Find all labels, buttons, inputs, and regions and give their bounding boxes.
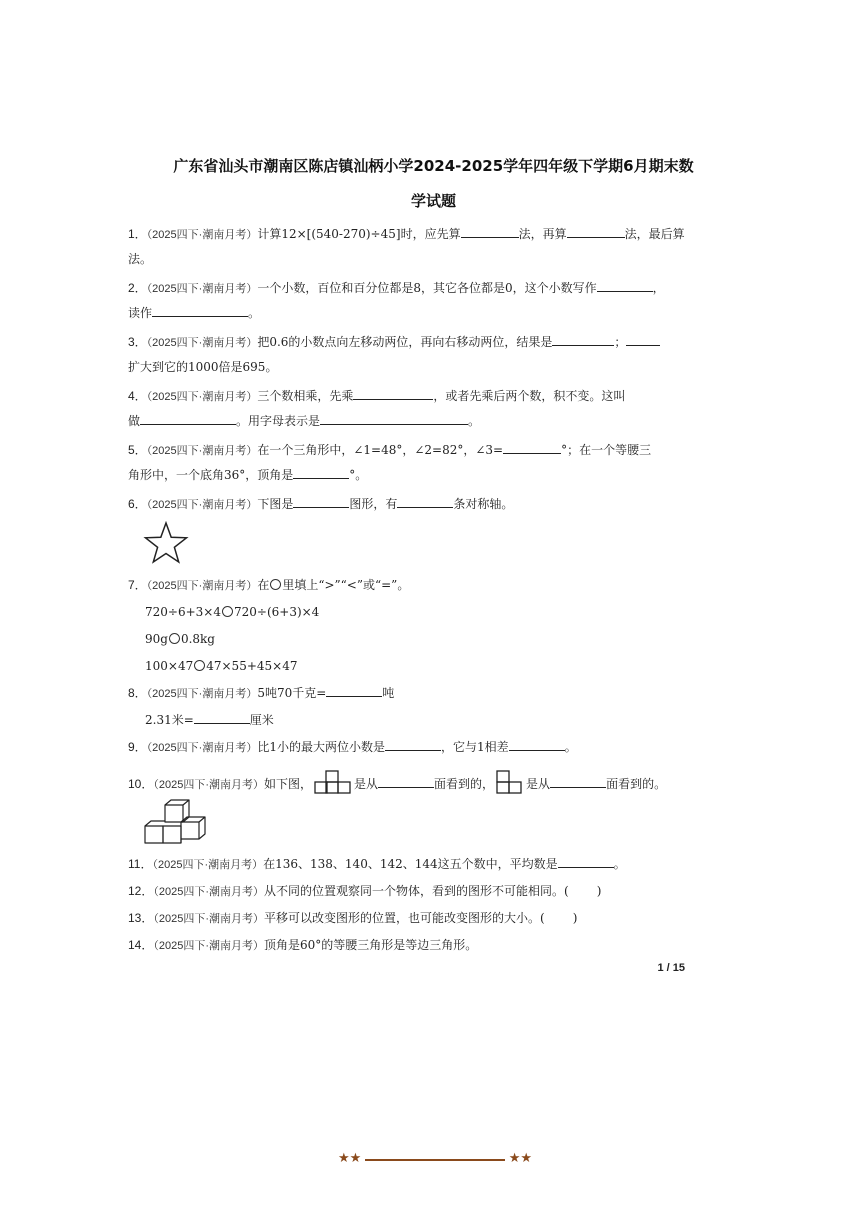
cube-stack-figure	[143, 799, 207, 845]
question-text: 。	[613, 857, 626, 871]
question-text: 在	[257, 578, 270, 592]
star-icon: ★★	[338, 1151, 362, 1166]
question-text: 计算12×[(540-270)÷45]时，应先算	[257, 227, 461, 241]
answer-blank[interactable]	[194, 712, 250, 724]
page-title-line1: 广东省汕头市潮南区陈店镇汕柄小学2024-2025学年四年级下学期6月期末数	[173, 157, 694, 175]
answer-blank[interactable]	[552, 334, 614, 346]
question-text: ；	[614, 335, 627, 349]
star-shape-figure	[143, 521, 189, 565]
question-10	[128, 770, 666, 794]
answer-blank[interactable]	[293, 496, 349, 508]
expression-right: 47×55+45×47	[206, 659, 298, 673]
question-text: °；在一个等腰三	[561, 443, 652, 457]
source-tag: （2025四下·潮南月考）	[152, 859, 264, 871]
question-6	[128, 496, 513, 513]
question-2	[128, 280, 665, 297]
footer-decoration	[338, 1151, 532, 1169]
question-text: 做	[128, 414, 141, 428]
answer-blank[interactable]	[567, 226, 625, 238]
source-tag: （2025四下·潮南月考）	[146, 688, 258, 700]
question-text: 读作	[128, 306, 153, 320]
question-number: 7．	[128, 578, 147, 592]
compare-row-3	[145, 658, 297, 674]
answer-blank[interactable]	[385, 739, 441, 751]
page-number: 1 / 15	[657, 962, 685, 974]
question-text: 。用字母表示是	[236, 414, 321, 428]
question-5	[128, 442, 651, 459]
answer-blank[interactable]	[597, 280, 653, 292]
question-4-cont	[128, 413, 480, 429]
question-13	[128, 910, 577, 927]
question-text: 。	[248, 306, 261, 320]
source-tag: （2025四下·潮南月考）	[153, 779, 264, 791]
compare-row-1	[145, 604, 319, 620]
question-text: 。	[468, 414, 481, 428]
question-5-cont	[128, 467, 367, 483]
question-1	[128, 226, 685, 243]
compare-circle[interactable]	[169, 633, 180, 644]
question-number: 14．	[128, 938, 154, 952]
question-9	[128, 739, 577, 756]
question-text: ，	[652, 281, 665, 295]
question-text: 在一个三角形中，∠1=48°，∠2=82°，∠3=	[257, 443, 504, 457]
view-shape-b-icon	[496, 770, 524, 794]
question-3	[128, 334, 660, 351]
question-text: 三个数相乘，先乘	[257, 389, 354, 403]
question-4	[128, 388, 625, 405]
question-text: 法。	[128, 252, 153, 266]
question-11	[128, 856, 626, 873]
answer-blank[interactable]	[397, 496, 453, 508]
question-1-cont	[128, 251, 152, 267]
question-8	[128, 685, 394, 702]
question-text: 顶角是60°的等腰三角形是等边三角形。	[264, 938, 478, 952]
question-number: 10．	[128, 777, 154, 791]
question-text: 是从	[354, 777, 379, 791]
compare-circle[interactable]	[222, 606, 233, 617]
answer-blank[interactable]	[320, 413, 468, 425]
question-text: 吨	[382, 686, 395, 700]
compare-circle[interactable]	[194, 660, 205, 671]
question-text: 在136、138、140、142、144这五个数中，平均数是	[263, 857, 558, 871]
question-text: 角形中，一个底角36°，顶角是	[128, 468, 294, 482]
question-text: °。	[349, 468, 368, 482]
star-icon: ★★	[508, 1151, 532, 1166]
source-tag: （2025四下·潮南月考）	[146, 337, 258, 349]
answer-blank[interactable]	[326, 685, 382, 697]
answer-blank[interactable]	[626, 334, 660, 346]
expression-right: 0.8kg	[180, 632, 215, 646]
question-number: 8．	[128, 686, 147, 700]
answer-blank[interactable]	[461, 226, 519, 238]
expression-left: 100×47	[145, 659, 194, 673]
question-text: 法，最后算	[624, 227, 685, 241]
question-text: 图形，有	[349, 497, 398, 511]
question-text: 把0.6的小数点向左移动两位，再向右移动两位，结果是	[257, 335, 553, 349]
question-number: 6．	[128, 497, 147, 511]
question-number: 5．	[128, 443, 147, 457]
source-tag: （2025四下·潮南月考）	[146, 580, 258, 592]
source-tag: （2025四下·潮南月考）	[146, 445, 258, 457]
answer-paren-close[interactable]: )	[596, 884, 602, 898]
question-text: 一个小数，百位和百分位都是8，其它各位都是0，这个小数写作	[257, 281, 597, 295]
expression-left: 90g	[145, 632, 168, 646]
page-title-line2: 学试题	[410, 192, 456, 210]
question-text: 比1小的最大两位小数是	[257, 740, 385, 754]
answer-blank[interactable]	[509, 739, 565, 751]
question-text: 面看到的，	[434, 777, 495, 791]
source-tag: （2025四下·潮南月考）	[153, 940, 264, 952]
question-text: 从不同的位置观察同一个物体，看到的图形不可能相同。	[264, 884, 565, 898]
source-tag: （2025四下·潮南月考）	[146, 283, 258, 295]
question-number: 12．	[128, 884, 154, 898]
answer-blank[interactable]	[503, 442, 561, 454]
source-tag: （2025四下·潮南月考）	[146, 391, 258, 403]
source-tag: （2025四下·潮南月考）	[146, 742, 258, 754]
question-number: 4．	[128, 389, 147, 403]
question-number: 2．	[128, 281, 147, 295]
expression-left: 720÷6+3×4	[145, 605, 221, 619]
question-3-cont	[128, 359, 277, 375]
question-number: 13．	[128, 911, 154, 925]
question-text: 5吨70千克=	[257, 686, 327, 700]
question-text: 是从	[526, 777, 551, 791]
question-text: 如下图，	[264, 777, 313, 791]
circle-icon	[270, 579, 281, 590]
answer-blank[interactable]	[558, 856, 614, 868]
question-text: 下图是	[257, 497, 294, 511]
answer-paren-close[interactable]: )	[572, 911, 578, 925]
question-text: ，它与1相差	[440, 740, 509, 754]
question-text: ，或者先乘后两个数，积不变。这叫	[433, 389, 626, 403]
source-tag: （2025四下·潮南月考）	[153, 913, 264, 925]
question-12	[128, 883, 601, 900]
question-7	[128, 577, 409, 594]
source-tag: （2025四下·潮南月考）	[146, 229, 258, 241]
source-tag: （2025四下·潮南月考）	[153, 886, 264, 898]
view-shape-a-icon	[314, 770, 352, 794]
question-text: 2.31米=	[145, 713, 194, 727]
expression-right: 720÷(6+3)×4	[233, 605, 320, 619]
question-text: 面看到的。	[606, 777, 667, 791]
answer-blank[interactable]	[353, 388, 433, 400]
answer-paren-open[interactable]: (	[540, 911, 545, 925]
answer-paren-open[interactable]: (	[564, 884, 569, 898]
question-number: 9．	[128, 740, 147, 754]
question-number: 3．	[128, 335, 147, 349]
question-2-cont	[128, 305, 260, 321]
answer-blank[interactable]	[140, 413, 236, 425]
question-text: 条对称轴。	[453, 497, 514, 511]
answer-blank[interactable]	[378, 776, 434, 788]
question-text: 扩大到它的1000倍是695。	[128, 360, 278, 374]
question-number: 11．	[128, 857, 153, 871]
question-text: 里填上“>”“<”或“=”。	[282, 578, 410, 592]
question-text: 厘米	[249, 713, 274, 727]
question-8-cont	[145, 712, 274, 728]
answer-blank[interactable]	[550, 776, 606, 788]
compare-row-2	[145, 631, 215, 647]
answer-blank[interactable]	[152, 305, 248, 317]
question-text: 平移可以改变图形的位置，也可能改变图形的大小。	[264, 911, 541, 925]
question-14	[128, 937, 477, 954]
question-number: 1．	[128, 227, 147, 241]
answer-blank[interactable]	[293, 467, 349, 479]
source-tag: （2025四下·潮南月考）	[146, 499, 258, 511]
question-text: 法，再算	[518, 227, 567, 241]
question-text: 。	[564, 740, 577, 754]
footer-rule	[365, 1159, 505, 1161]
